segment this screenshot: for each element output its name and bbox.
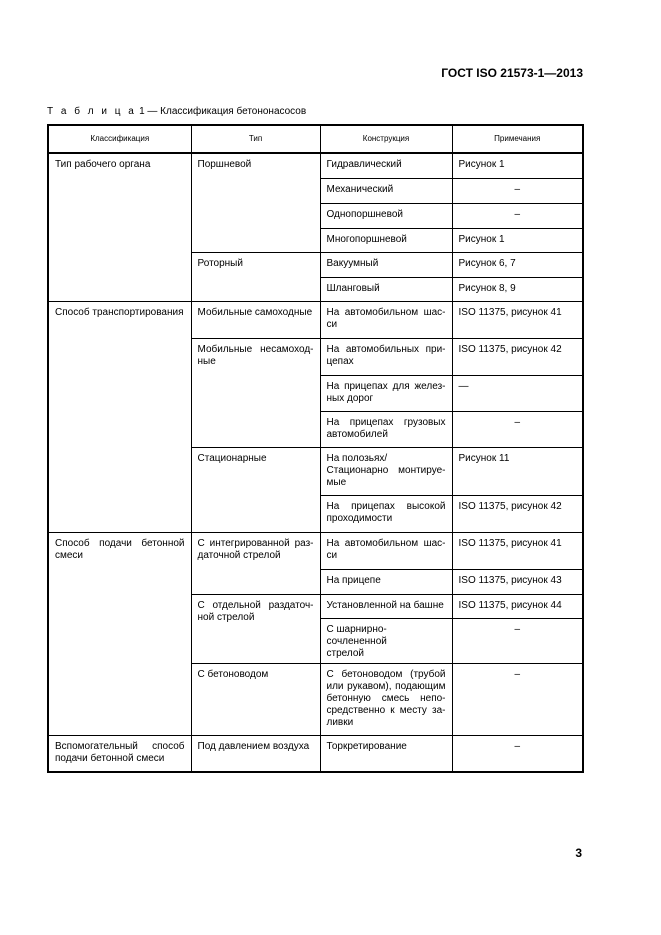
construction-cell: Установленной на башне <box>320 594 452 618</box>
column-header-construction: Конструкция <box>320 125 452 153</box>
construction-cell: На прицепах для желез- ных дорог <box>320 375 452 411</box>
notes-cell: ISO 11375, рисунок 42 <box>452 495 583 532</box>
classification-table <box>47 124 584 773</box>
type-cell: Роторный <box>191 252 320 301</box>
document-code: ГОСТ ISO 21573-1—2013 <box>441 66 583 80</box>
caption-title: — Классификация бетононасосов <box>147 106 307 117</box>
table-caption <box>47 106 306 117</box>
notes-cell: – <box>452 663 583 735</box>
caption-number: 1 <box>139 106 145 117</box>
construction-cell: Вакуумный <box>320 252 452 277</box>
notes-cell: Рисунок 8, 9 <box>452 277 583 301</box>
construction-cell: С шарнирно-сочлененной стрелой <box>320 618 452 663</box>
construction-cell: Однопоршневой <box>320 203 452 228</box>
type-cell: С отдельной раздаточ- ной стрелой <box>191 594 320 663</box>
notes-cell: – <box>452 735 583 772</box>
column-header-notes: Примечания <box>452 125 583 153</box>
notes-cell: Рисунок 11 <box>452 447 583 495</box>
column-header-type: Тип <box>191 125 320 153</box>
construction-cell: Гидравлический <box>320 153 452 178</box>
notes-cell: ISO 11375, рисунок 41 <box>452 532 583 569</box>
classification-cell: Вспомогательный способ подачи бетонной смеси <box>48 735 191 772</box>
type-cell: Под давлением воздуха <box>191 735 320 772</box>
caption-label: Т а б л и ц а <box>47 106 137 117</box>
notes-cell: – <box>452 618 583 663</box>
construction-cell: Шланговый <box>320 277 452 301</box>
table-row <box>48 532 583 569</box>
table-row <box>48 301 583 338</box>
notes-cell: Рисунок 6, 7 <box>452 252 583 277</box>
construction-cell: Торкретирование <box>320 735 452 772</box>
construction-cell: Механический <box>320 178 452 203</box>
table-row <box>48 153 583 178</box>
notes-cell: – <box>452 411 583 447</box>
classification-cell: Тип рабочего органа <box>48 153 191 301</box>
notes-cell: — <box>452 375 583 411</box>
construction-cell: На полозьях/ Стационарно монтируе- мые <box>320 447 452 495</box>
type-cell: Мобильные несамоход- ные <box>191 338 320 447</box>
type-cell: Поршневой <box>191 153 320 252</box>
notes-cell: ISO 11375, рисунок 41 <box>452 301 583 338</box>
notes-cell: Рисунок 1 <box>452 228 583 252</box>
page-number: 3 <box>575 846 582 860</box>
notes-cell: Рисунок 1 <box>452 153 583 178</box>
table-row <box>48 735 583 772</box>
type-cell: Стационарные <box>191 447 320 532</box>
type-cell: С интегрированной раз- даточной стрелой <box>191 532 320 594</box>
construction-cell: На прицепах высокой проходимости <box>320 495 452 532</box>
notes-cell: ISO 11375, рисунок 43 <box>452 569 583 594</box>
table-header-row <box>48 125 583 153</box>
classification-cell: Способ подачи бетонной смеси <box>48 532 191 735</box>
notes-cell: – <box>452 178 583 203</box>
column-header-classification: Классификация <box>48 125 191 153</box>
construction-cell: На автомобильных при- цепах <box>320 338 452 375</box>
type-cell: С бетоноводом <box>191 663 320 735</box>
construction-cell: На автомобильном шас- си <box>320 532 452 569</box>
construction-cell: На прицепе <box>320 569 452 594</box>
construction-cell: С бетоноводом (трубой или рукавом), подающим бетонную смесь непо- средственно к месту за- ливки <box>320 663 452 735</box>
type-cell: Мобильные самоходные <box>191 301 320 338</box>
construction-cell: Многопоршневой <box>320 228 452 252</box>
construction-cell: На прицепах грузовых автомобилей <box>320 411 452 447</box>
classification-cell: Способ транспортирования <box>48 301 191 532</box>
construction-cell: На автомобильном шас- си <box>320 301 452 338</box>
notes-cell: ISO 11375, рисунок 42 <box>452 338 583 375</box>
notes-cell: ISO 11375, рисунок 44 <box>452 594 583 618</box>
notes-cell: – <box>452 203 583 228</box>
